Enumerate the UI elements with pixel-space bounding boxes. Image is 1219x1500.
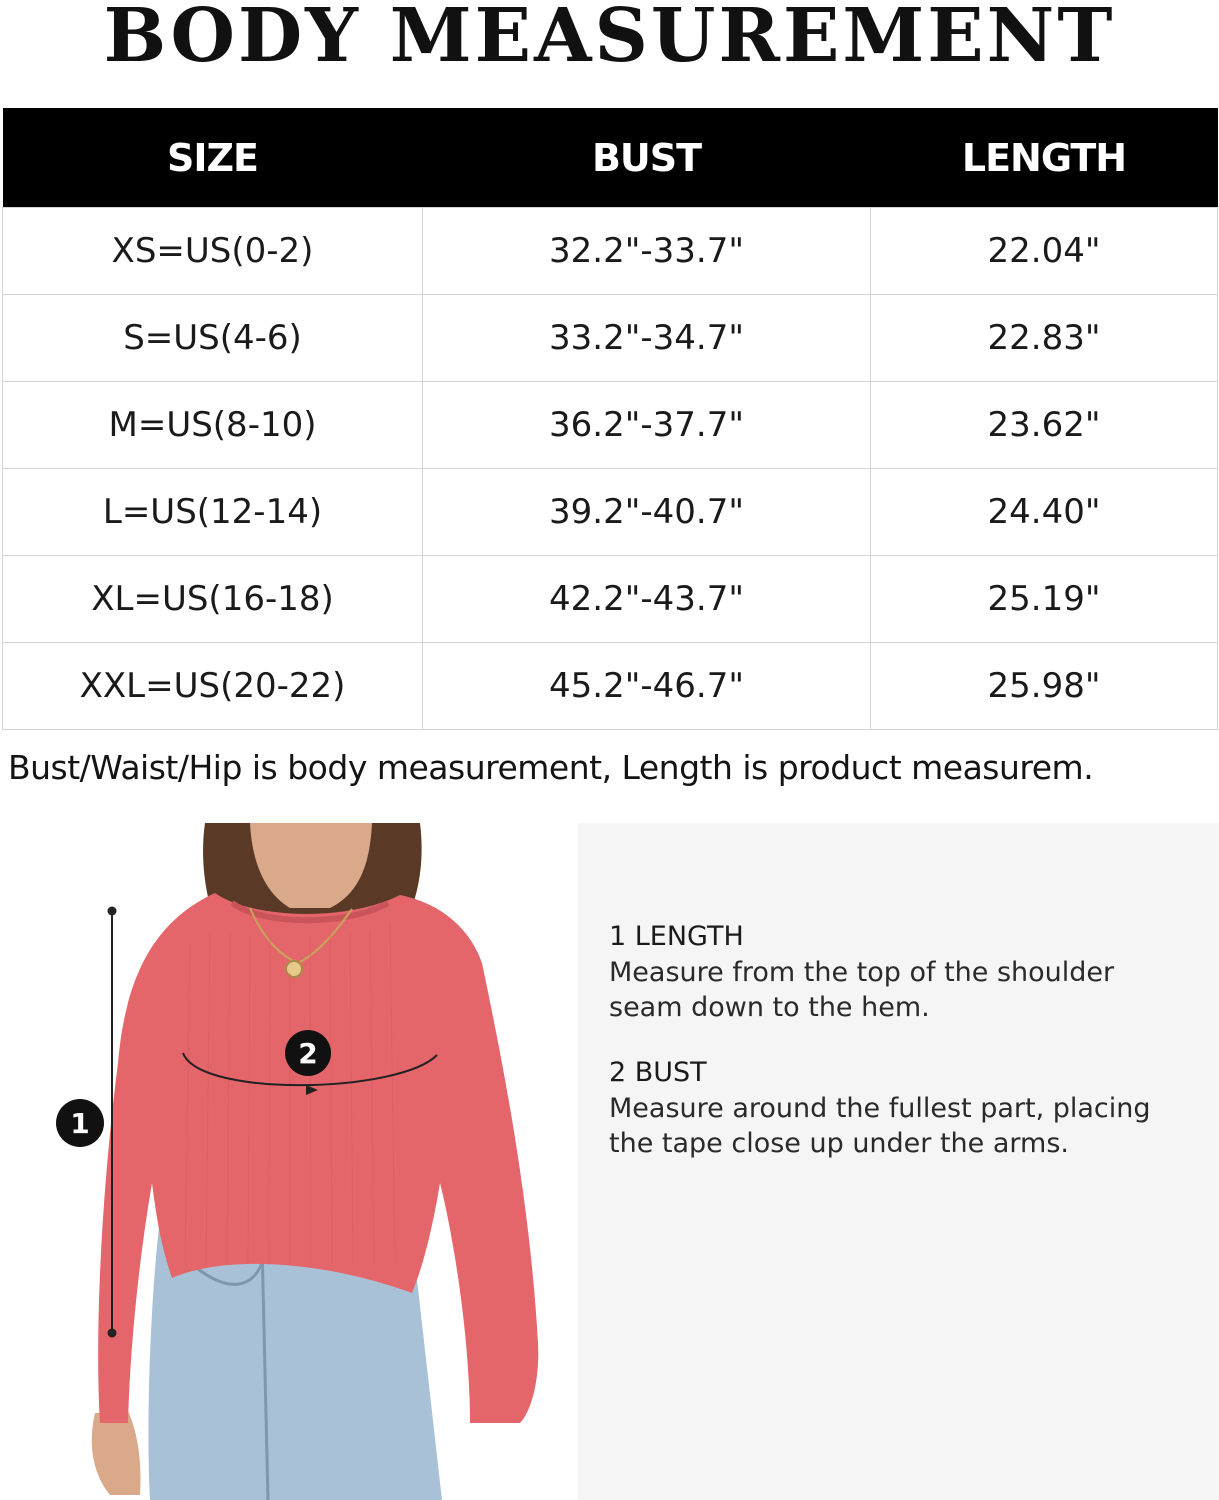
length-instruction (609, 919, 1209, 1025)
cell-bust: 33.2"-34.7" (423, 295, 871, 382)
cell-bust: 39.2"-40.7" (423, 469, 871, 556)
cell-size: XS=US(0-2) (3, 208, 423, 295)
table-row (3, 469, 1218, 556)
page-title: BODY MEASUREMENT (103, 0, 1116, 79)
cell-length: 22.83" (871, 295, 1218, 382)
column-header-length: LENGTH (871, 108, 1218, 208)
table-row (3, 643, 1218, 730)
marker-1-label: 1 (70, 1107, 90, 1140)
column-header-bust: BUST (423, 108, 871, 208)
length-description-line1: Measure from the top of the shoulder (609, 957, 1115, 988)
cell-size: XL=US(16-18) (3, 556, 423, 643)
measure-instructions-panel (578, 823, 1219, 1500)
length-description-line2: seam down to the hem. (609, 992, 930, 1023)
cell-length: 25.98" (871, 643, 1218, 730)
length-top-dot-icon (108, 907, 117, 916)
cell-length: 22.04" (871, 208, 1218, 295)
table-row (3, 382, 1218, 469)
bust-instruction (609, 1055, 1209, 1161)
size-chart-table (2, 108, 1218, 730)
cell-length: 25.19" (871, 556, 1218, 643)
cell-bust: 42.2"-43.7" (423, 556, 871, 643)
bust-description-line2: the tape close up under the arms. (609, 1128, 1069, 1159)
table-row (3, 208, 1218, 295)
bust-description-line1: Measure around the fullest part, placing (609, 1093, 1151, 1124)
cell-length: 24.40" (871, 469, 1218, 556)
cell-size: S=US(4-6) (3, 295, 423, 382)
cell-size: XXL=US(20-22) (3, 643, 423, 730)
table-header-row (3, 108, 1218, 208)
table-row (3, 556, 1218, 643)
measurement-note: Bust/Waist/Hip is body measurement, Length is product measurem. (8, 748, 1094, 787)
column-header-size: SIZE (3, 108, 423, 208)
cell-bust: 36.2"-37.7" (423, 382, 871, 469)
cell-bust: 32.2"-33.7" (423, 208, 871, 295)
length-bottom-dot-icon (108, 1329, 117, 1338)
model-photo (0, 823, 575, 1500)
cell-size: L=US(12-14) (3, 469, 423, 556)
length-heading: 1 LENGTH (609, 921, 744, 952)
cell-bust: 45.2"-46.7" (423, 643, 871, 730)
marker-2-label: 2 (298, 1037, 318, 1070)
cell-size: M=US(8-10) (3, 382, 423, 469)
table-row (3, 295, 1218, 382)
cell-length: 23.62" (871, 382, 1218, 469)
bust-heading: 2 BUST (609, 1057, 707, 1088)
